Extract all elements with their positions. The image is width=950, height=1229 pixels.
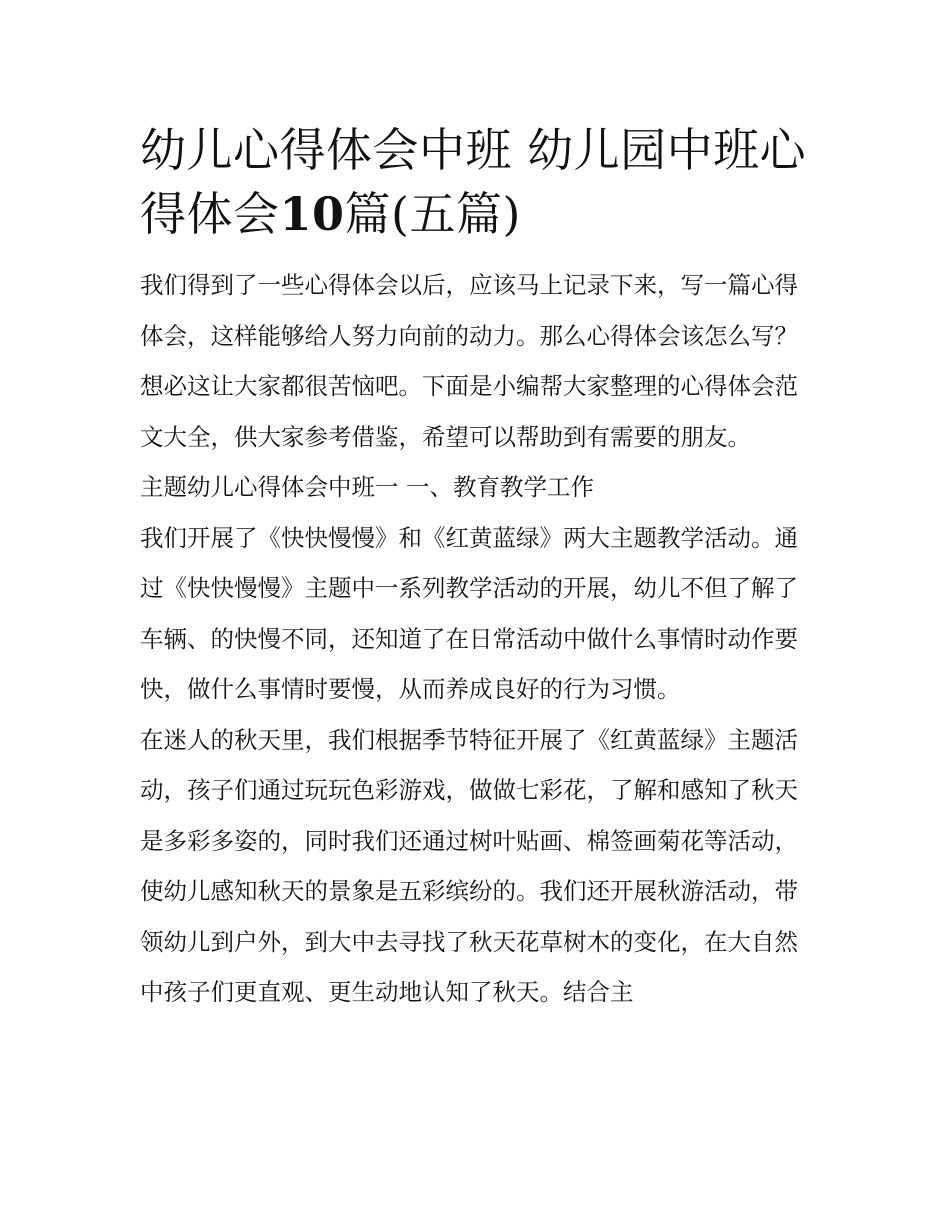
body-paragraph-2: 在迷人的秋天里，我们根据季节特征开展了《红黄蓝绿》主题活动，孩子们通过玩玩色彩游戏，做做七彩花，了解和感知了秋天是多彩多姿的，同时我们还通过树叶贴画、棉签画菊花等活动，使幼儿感知秋天的景象是五彩缤纷的。我们还开展秋游活动，带领幼儿到户外，到大中去寻找了秋天花草树木的变化，在大自然中孩子们更直观、更生动地认知了秋天。结合主 (140, 725, 798, 1006)
title-number: 10 (279, 187, 345, 241)
intro-paragraph: 我们得到了一些心得体会以后，应该马上记录下来，写一篇心得体会，这样能够给人努力向前的动力。那么心得体会该怎么写？想必这让大家都很苦恼吧。下面是小编帮大家整理的心得体会范文大全，供大家参考借鉴，希望可以帮助到有需要的朋友。 (140, 271, 798, 451)
section-heading: 主题幼儿心得体会中班一 一、教育教学工作 (140, 473, 594, 501)
document-body (140, 260, 815, 1018)
document-content (140, 118, 815, 1018)
body-paragraph-1: 我们开展了《快快慢慢》和《红黄蓝绿》两大主题教学活动。通过《快快慢慢》主题中一系列教学活动的开展，幼儿不但了解了车辆、的快慢不同，还知道了在日常活动中做什么事情时动作要快，做什么事情时要慢，从而养成良好的行为习惯。 (140, 523, 798, 703)
document-title (140, 118, 815, 246)
title-text: 幼儿心得体会中班 幼儿园中班心得体会 (140, 123, 807, 241)
title-suffix: 篇(五篇) (344, 187, 521, 241)
